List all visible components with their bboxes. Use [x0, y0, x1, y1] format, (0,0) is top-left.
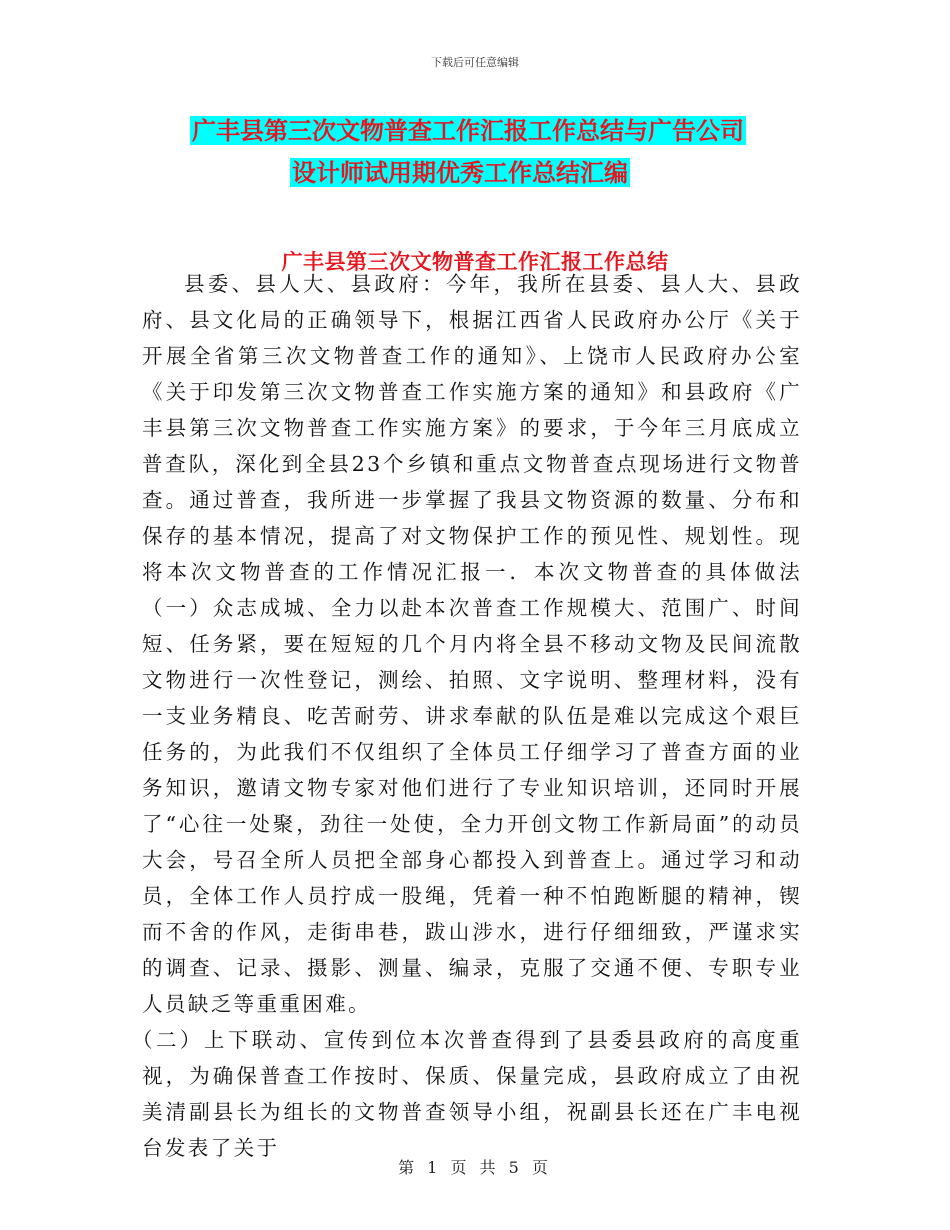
title-line-2	[150, 152, 850, 194]
header-note: 下载后可任意编辑	[431, 56, 519, 69]
body-paragraph-2: （二）上下联动、宣传到位本次普查得到了县委县政府的高度重视，为确保普查工作按时、保质、保量完成，县政府成立了由祝美清副县长为组长的文物普查领导小组，祝副县长还在广丰电视台发表了关于	[132, 1028, 802, 1160]
document-title	[150, 110, 850, 194]
title-highlight-2: 设计师试用期优秀工作总结汇编	[292, 158, 628, 187]
body-text	[132, 266, 802, 1166]
page-number-footer: 第 1 页 共 5 页	[398, 1158, 552, 1177]
section-title: 广丰县第三次文物普查工作汇报工作总结	[281, 249, 669, 274]
body-paragraph-1: 县委、县人大、县政府：今年，我所在县委、县人大、县政府、县文化局的正确领导下，根据江西省人民政府办公厅《关于开展全省第三次文物普查工作的通知》、上饶市人民政府办公室《关于印发第三次文物普查工作实施方案的通知》和县政府《广丰县第三次文物普查工作实施方案》的要求，于今年三月底成立普查队，深化到全县23个乡镇和重点文物普查点现场进行文物普查。通过普查，我所进一步掌握了我县文物资源的数量、分布和保存的基本情况，提高了对文物保护工作的预见性、规划性。现将本次文物普查的工作情况汇报一．本次文物普查的具体做法（一）众志成城、全力以赴本次普查工作规模大、范围广、时间短、任务紧，要在短短的几个月内将全县不移动文物及民间流散文物进行一次性登记，测绘、拍照、文字说明、整理材料，没有一支业务精良、吃苦耐劳、讲求奉献的队伍是难以完成这个艰巨任务的，为此我们不仅组织了全体员工仔细学习了普查方面的业务知识，邀请文物专家对他们进行了专业知识培训，还同时开展了“心往一处聚，劲往一处使，全力开创文物工作新局面”的动员大会，号召全所人员把全部身心都投入到普查上。通过学习和动员，全体工作人员拧成一股绳，凭着一种不怕跑断腿的精神，锲而不舍的作风，走街串巷，跋山涉水，进行仔细细致，严谨求实的调查、记录、摄影、测量、编录，克服了交通不便、专职专业人员缺乏等重重困难。	[142, 272, 802, 1016]
title-line-1	[150, 110, 850, 152]
title-highlight-1: 广丰县第三次文物普查工作汇报工作总结与广告公司	[192, 116, 744, 145]
